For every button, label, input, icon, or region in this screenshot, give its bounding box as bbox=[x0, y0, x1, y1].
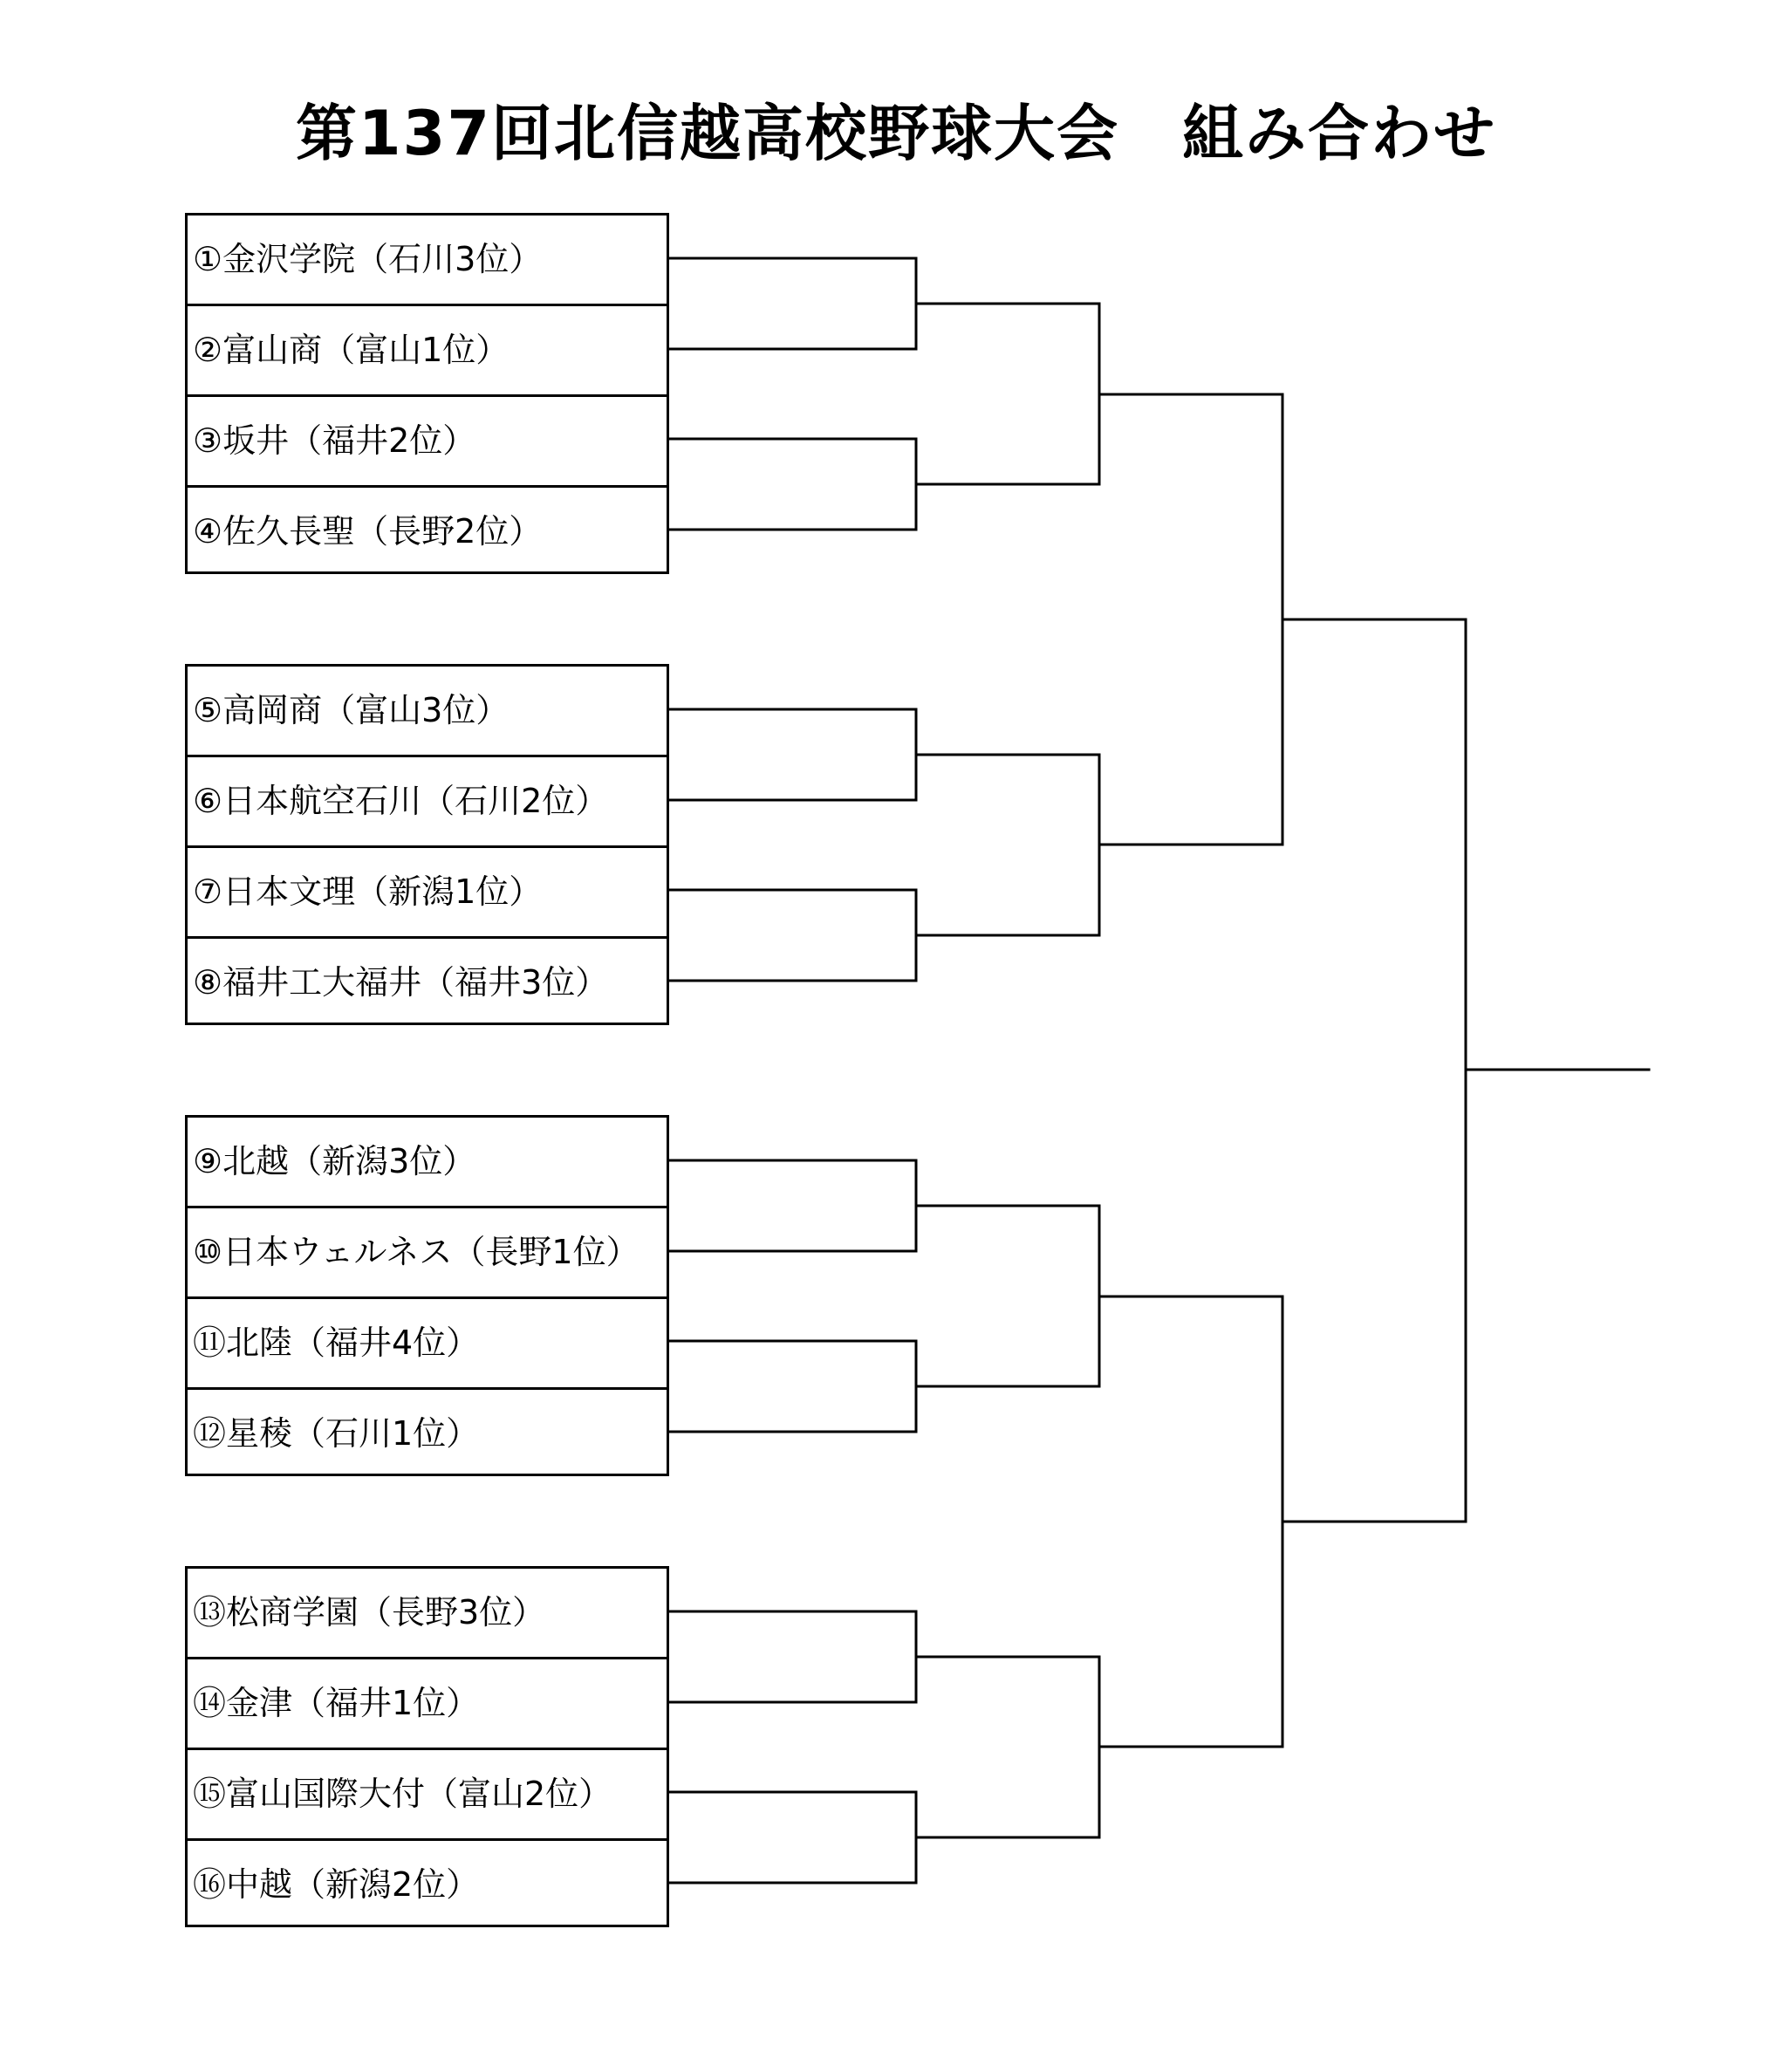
team-slot-12: ⑫星稜（石川1位） bbox=[193, 1414, 480, 1453]
bracket-connector-final bbox=[1466, 619, 1649, 1522]
team-slot-8: ⑧福井工大福井（福井3位） bbox=[193, 963, 609, 1002]
team-slot-10: ⑩日本ウェルネス（長野1位） bbox=[188, 1208, 667, 1299]
bracket-connector-r1-2 bbox=[669, 439, 1099, 530]
bracket-connector-r1-8 bbox=[669, 1792, 1099, 1883]
team-slot-14: ⑭金津（福井1位） bbox=[188, 1659, 667, 1750]
team-slot-1: ①金沢学院（石川3位） bbox=[188, 215, 667, 306]
team-slot-7: ⑦日本文理（新潟1位） bbox=[188, 848, 667, 939]
bracket-connector-r2-2 bbox=[1099, 755, 1282, 935]
bracket-connector-r1-3 bbox=[669, 709, 1099, 800]
team-slot-3: ③坂井（福井2位） bbox=[188, 397, 667, 488]
team-slot-11: ⑪北陸（福井4位） bbox=[188, 1299, 667, 1390]
team-slot-16: ⑯中越（新潟2位） bbox=[193, 1865, 480, 1904]
bracket-connector-sf-2 bbox=[1282, 1296, 1466, 1747]
team-slot-9: ⑨北越（新潟3位） bbox=[188, 1118, 667, 1208]
bracket-connector-sf-1 bbox=[1282, 394, 1466, 845]
bracket-connector-r1-4 bbox=[669, 890, 1099, 981]
team-slot-5: ⑤高岡商（富山3位） bbox=[188, 667, 667, 757]
page-title: 第137回北信越高校野球大会 組み合わせ bbox=[295, 98, 1497, 169]
team-slot-6: ⑥日本航空石川（石川2位） bbox=[188, 757, 667, 848]
bracket-connector-r1-1 bbox=[669, 258, 1099, 349]
bracket-connector-r1-6 bbox=[669, 1341, 1099, 1432]
team-slot-13: ⑬松商学園（長野3位） bbox=[188, 1569, 667, 1659]
team-slot-15: ⑮富山国際大付（富山2位） bbox=[188, 1750, 667, 1841]
bracket-connector-r2-1 bbox=[1099, 304, 1282, 484]
team-slot-2: ②富山商（富山1位） bbox=[188, 306, 667, 397]
team-slot-4: ④佐久長聖（長野2位） bbox=[193, 512, 543, 551]
bracket-connector-r1-5 bbox=[669, 1160, 1099, 1251]
bracket-connector-r1-7 bbox=[669, 1611, 1099, 1702]
bracket-connector-r2-3 bbox=[1099, 1206, 1282, 1386]
bracket-connector-r2-4 bbox=[1099, 1657, 1282, 1837]
